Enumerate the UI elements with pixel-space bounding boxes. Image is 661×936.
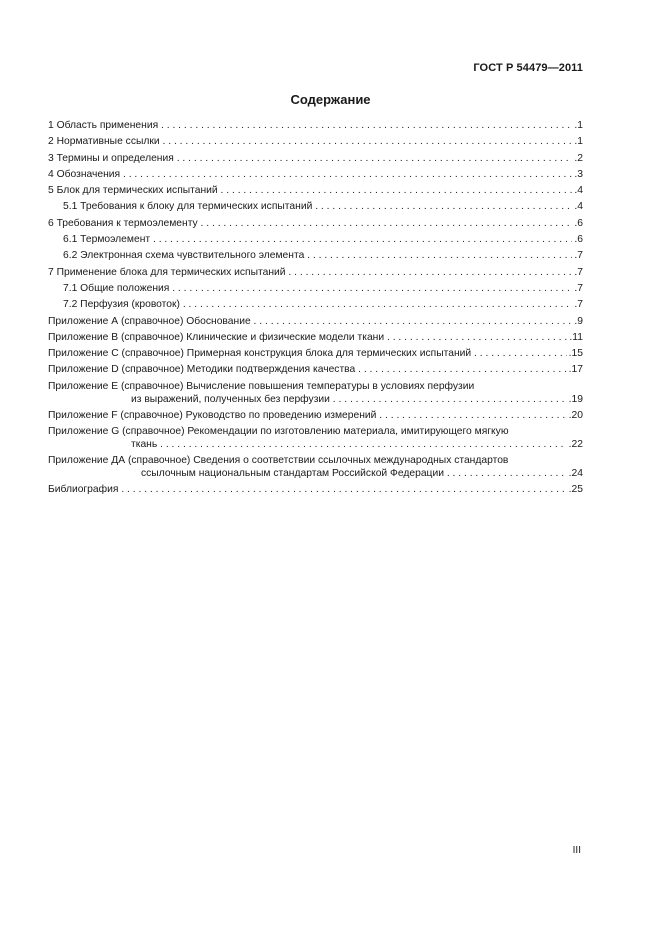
toc-entry-annex-da[interactable] [48, 453, 583, 482]
toc-entry-bibliography[interactable] [48, 482, 583, 498]
toc-entry-page: .6 [572, 232, 583, 248]
toc-entry-page: .7 [572, 265, 583, 281]
toc-entry-page: .1 [572, 118, 583, 134]
toc-entry-page: .4 [572, 183, 583, 199]
toc-entry-label: Библиография . . . [48, 484, 583, 495]
toc-entry-page: .24 [568, 468, 583, 480]
toc-entry-annex-d[interactable] [48, 362, 583, 378]
toc-entry-label-line-2: ткань . . . [131, 439, 583, 450]
toc-entry-page: .7 [572, 248, 583, 264]
toc-entry-label: Приложение В (справочное) Клинические и физические модели ткани . . . [48, 332, 583, 343]
toc-entry-1[interactable] [48, 118, 583, 134]
toc-entry-page: .17 [567, 362, 583, 378]
toc-entry-3[interactable] [48, 151, 583, 167]
toc-entry-page: .4 [572, 199, 583, 215]
toc-entry-label-line-2: ссылочным национальным стандартам Российской Федерации . . . [141, 468, 583, 479]
toc-entry-page: .1 [572, 134, 583, 150]
toc-entry-6-2[interactable] [48, 248, 583, 264]
toc-entry-label: 6.2 Электронная схема чувствительного элемента . . . [63, 250, 583, 261]
toc-entry-label: 7.1 Общие положения . . . [63, 283, 583, 294]
toc-entry-page: .19 [568, 393, 583, 405]
toc-entry-7-1[interactable] [48, 281, 583, 297]
toc-entry-label: Приложение F (справочное) Руководство по проведению измерений . . . [48, 410, 583, 421]
toc-entry-label: Приложение D (справочное) Методики подтверждения качества . . . [48, 364, 583, 375]
toc-entry-label: 1 Область применения . . . [48, 120, 583, 131]
toc-entry-label: 7.2 Перфузия (кровоток) . . . [63, 299, 583, 310]
toc-entry-page: .6 [572, 216, 583, 232]
toc-entry-page: .22 [568, 439, 583, 451]
toc-entry-annex-e[interactable] [48, 379, 583, 408]
toc-entry-5-1[interactable] [48, 199, 583, 215]
page-number: III [572, 845, 581, 856]
toc-entry-label: 2 Нормативные ссылки . . . [48, 136, 583, 147]
toc-entry-page: .25 [567, 482, 583, 498]
toc-entry-6[interactable] [48, 216, 583, 232]
toc-entry-6-1[interactable] [48, 232, 583, 248]
toc-entry-label: 3 Термины и определения . . . [48, 153, 583, 164]
toc-entry-page: .15 [567, 346, 583, 362]
toc-entry-annex-b[interactable] [48, 330, 583, 346]
document-code: ГОСТ Р 54479—2011 [473, 62, 583, 74]
toc-entry-5[interactable] [48, 183, 583, 199]
toc-entry-label-line-2: из выражений, полученных без перфузии . . . [131, 394, 583, 405]
toc-entry-annex-g[interactable] [48, 424, 583, 453]
toc-entry-7[interactable] [48, 265, 583, 281]
toc-entry-annex-f[interactable] [48, 408, 583, 424]
toc-entry-page: .20 [567, 408, 583, 424]
toc-entry-label: 6.1 Термоэлемент . . . [63, 234, 583, 245]
toc-entry-page: .7 [572, 281, 583, 297]
toc-entry-page: .9 [572, 314, 583, 330]
toc-entry-annex-c[interactable] [48, 346, 583, 362]
toc-entry-label: 5 Блок для термических испытаний . . . [48, 185, 583, 196]
toc-entry-page: .11 [567, 330, 583, 346]
toc-entry-label-line-1: Приложение Е (справочное) Вычисление повышения температуры в условиях перфузии [48, 380, 475, 392]
toc-entry-2[interactable] [48, 134, 583, 150]
toc-entry-label: Приложение С (справочное) Примерная конструкция блока для термических испытаний . . . [48, 348, 583, 359]
toc-entry-label-line-1: Приложение G (справочное) Рекомендации по изготовлению материала, имитирующего мягкую [48, 426, 509, 438]
toc-entry-4[interactable] [48, 167, 583, 183]
table-of-contents [48, 118, 583, 498]
toc-entry-label: 7 Применение блока для термических испытаний . . . [48, 267, 583, 278]
toc-entry-page: .3 [572, 167, 583, 183]
toc-entry-page: .2 [572, 151, 583, 167]
toc-entry-label-line-1: Приложение ДА (справочное) Сведения о соответствии ссылочных международных стандартов [48, 455, 509, 467]
toc-entry-label: 6 Требования к термоэлементу . . . [48, 218, 583, 229]
toc-entry-label: 4 Обозначения . . . [48, 169, 583, 180]
toc-entry-annex-a[interactable] [48, 314, 583, 330]
toc-title: Содержание [290, 92, 371, 107]
toc-entry-7-2[interactable] [48, 297, 583, 313]
toc-entry-label: 5.1 Требования к блоку для термических испытаний . . . [63, 201, 583, 212]
toc-entry-page: .7 [572, 297, 583, 313]
toc-entry-label: Приложение А (справочное) Обоснование . . . [48, 316, 583, 327]
